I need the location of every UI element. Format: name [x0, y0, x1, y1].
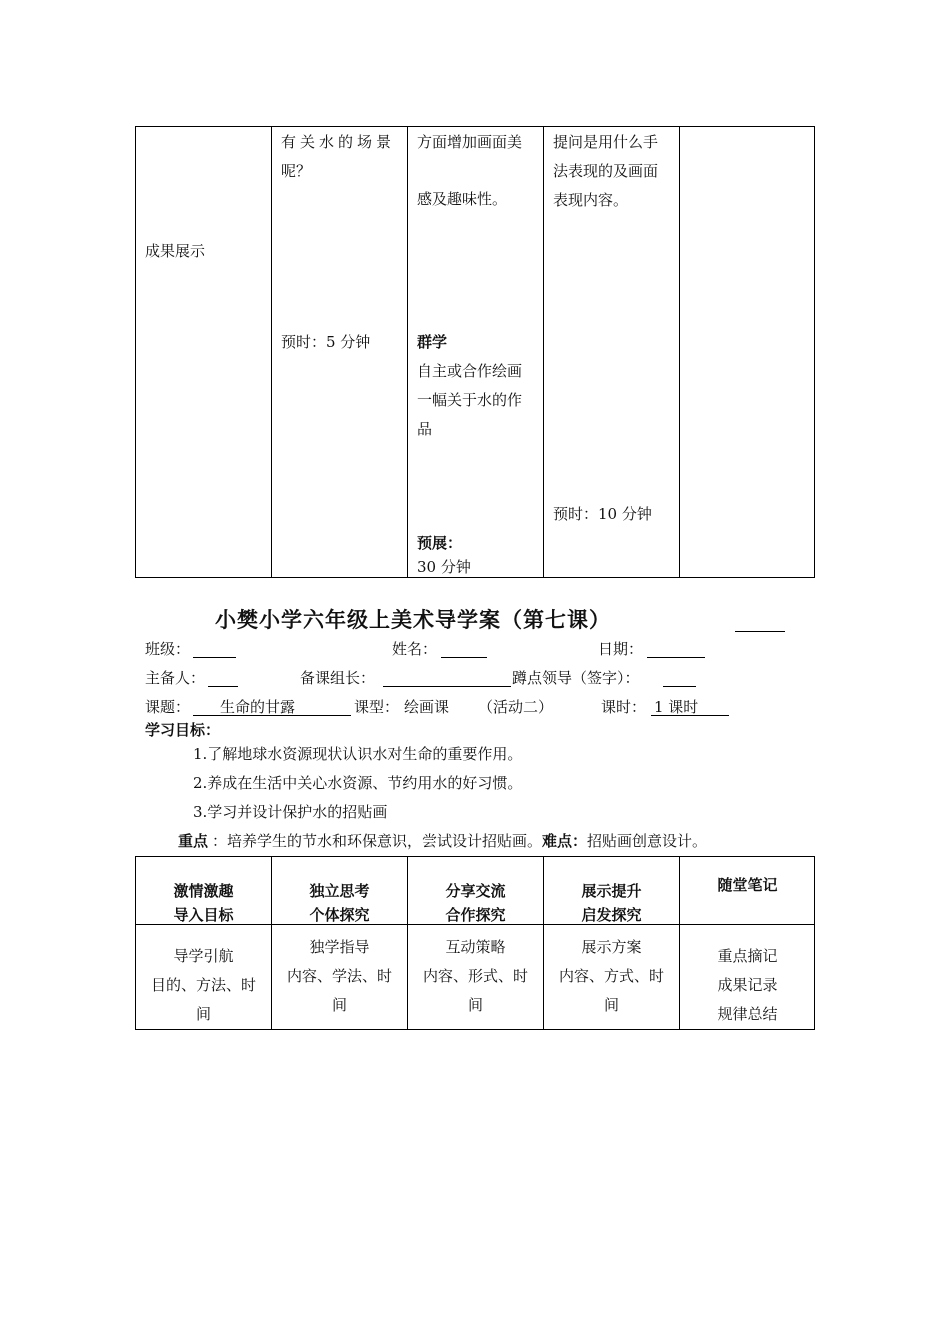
time-estimate: 30 分钟 [417, 558, 471, 576]
group-leader-label: 备课组长： [300, 669, 376, 687]
body-cell [680, 942, 815, 1029]
type-value: 绘画课 [404, 698, 450, 716]
preparer-label: 主备人： [145, 669, 206, 687]
column-divider [679, 127, 680, 577]
topic-value: 生命的甘露 [220, 698, 296, 716]
header-cell [408, 879, 543, 927]
header-line: 个体探究 [309, 906, 370, 924]
cell-line: 目的、方法、时 [150, 976, 256, 994]
header-line: 随堂笔记 [717, 876, 778, 894]
activity-label: （活动二） [478, 698, 554, 716]
top-table [135, 126, 815, 578]
cell-text: 品 [417, 420, 433, 438]
cell-line: 互动策略 [445, 938, 506, 956]
leader-sign-label: 蹲点领导（签字）： [512, 669, 640, 687]
difficulty-label: 难点： [542, 832, 588, 850]
hours-value: 1 课时 [654, 698, 699, 716]
header-cell [544, 879, 679, 927]
objective-item: 3.学习并设计保护水的招贴画 [193, 803, 388, 821]
header-line: 激情激趣 [173, 882, 234, 900]
time-estimate: 预时：10 分钟 [553, 505, 652, 523]
cell-text: 方面增加画面美 [417, 133, 523, 151]
cell-line: 导学引航 [173, 947, 234, 965]
header-cell [680, 873, 815, 897]
cell-text: 法表现的及画面 [553, 162, 659, 180]
cell-line: 成果记录 [717, 976, 778, 994]
type-label: 课型： [354, 698, 400, 716]
name-blank [441, 657, 487, 658]
cell-line: 内容、方式、时 [558, 967, 664, 985]
body-cell [272, 933, 407, 1020]
group-heading: 群学 [417, 333, 448, 351]
cell-line: 间 [467, 996, 483, 1014]
hours-label: 课时： [601, 698, 647, 716]
body-cell [136, 942, 271, 1029]
class-label: 班级： [145, 640, 191, 658]
date-blank [647, 657, 705, 658]
objective-item: 2.养成在生活中关心水资源、节约用水的好习惯。 [193, 774, 523, 792]
date-label: 日期： [598, 640, 644, 658]
body-cell [544, 933, 679, 1020]
preview-heading: 预展： [417, 534, 463, 552]
header-line: 独立思考 [309, 882, 370, 900]
title-underline [735, 631, 785, 632]
name-label: 姓名： [392, 640, 438, 658]
header-cell [136, 879, 271, 927]
header-line: 合作探究 [445, 906, 506, 924]
header-line: 展示提升 [581, 882, 642, 900]
cell-line: 内容、形式、时 [422, 967, 528, 985]
cell-text: 感及趣味性。 [417, 190, 508, 208]
difficulty-text: 招贴画创意设计。 [587, 832, 708, 850]
cell-text: 表现内容。 [553, 191, 629, 209]
cell-text: 提问是用什么手 [553, 133, 659, 151]
bottom-table [135, 856, 815, 1030]
section-label: 成果展示 [145, 242, 206, 260]
cell-line: 间 [331, 996, 347, 1014]
group-leader-blank [383, 686, 511, 687]
cell-line: 规律总结 [717, 1005, 778, 1023]
cell-line: 内容、学法、时 [286, 967, 392, 985]
page-title: 小樊小学六年级上美术导学案（第七课） [215, 608, 611, 632]
cell-text: 呢？ [281, 162, 312, 180]
header-cell [272, 879, 407, 927]
cell-line: 间 [603, 996, 619, 1014]
header-line: 导入目标 [173, 906, 234, 924]
body-cell [408, 933, 543, 1020]
key-text: ：培养学生的节水和环保意识，尝试设计招贴画。 [212, 832, 543, 850]
key-points-line [178, 830, 707, 852]
column-divider [271, 127, 272, 577]
class-blank [193, 657, 236, 658]
time-estimate: 预时：5 分钟 [281, 333, 371, 351]
cell-line: 独学指导 [309, 938, 370, 956]
cell-text: 自主或合作绘画 [417, 362, 523, 380]
header-line: 分享交流 [445, 882, 506, 900]
cell-line: 重点摘记 [717, 947, 778, 965]
objectives-heading: 学习目标： [145, 721, 221, 739]
objective-item: 1.了解地球水资源现状认识水对生命的重要作用。 [193, 745, 523, 763]
column-divider [543, 127, 544, 577]
header-line: 启发探究 [581, 906, 642, 924]
cell-text: 一幅关于水的作 [417, 391, 523, 409]
cell-text: 有关水的场景 [281, 133, 396, 151]
leader-sign-blank [663, 686, 696, 687]
topic-label: 课题： [145, 698, 191, 716]
cell-line: 展示方案 [581, 938, 642, 956]
preparer-blank [208, 686, 238, 687]
column-divider [407, 127, 408, 577]
cell-line: 间 [195, 1005, 211, 1023]
key-label: 重点 [178, 832, 209, 850]
